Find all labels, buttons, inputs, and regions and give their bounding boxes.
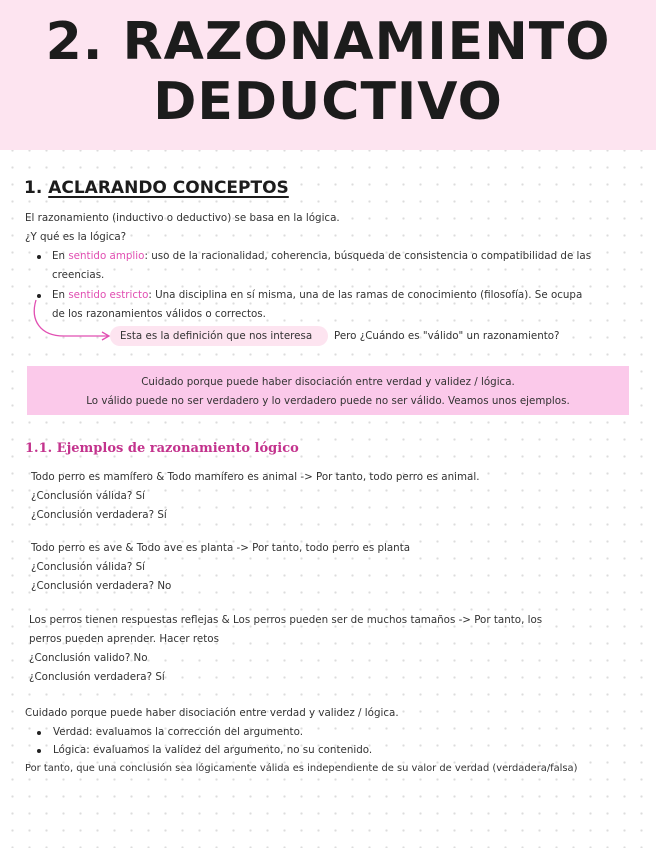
bullet-prefix: En	[52, 289, 69, 301]
header-banner	[0, 0, 656, 150]
closing-conclusion: Por tanto, que una conclusión sea lógicamente válida es independiente de su valor de verdad (verdadera/falsa)	[25, 763, 578, 774]
section-heading	[24, 178, 289, 198]
bullet-sentido-estricto	[52, 288, 582, 302]
callout-line1: Cuidado porque puede haber disociación entre verdad y validez / lógica.	[141, 376, 515, 388]
example3-premise: Los perros tienen respuestas reflejas & Los perros pueden ser de muchos tamaños -> Por tanto, los	[29, 614, 543, 626]
bullet-prefix: En	[52, 250, 69, 262]
keyword-sentido-amplio: sentido amplio	[68, 250, 145, 262]
closing-bullet-verdad: Verdad: evaluamos la corrección del argumento.	[53, 726, 303, 738]
intro-line: El razonamiento (inductivo o deductivo) se basa en la lógica.	[25, 212, 340, 224]
bullet-continuation: de los razonamientos válidos o correctos.	[52, 308, 266, 320]
closing-bullet-logica: Lógica: evaluamos la validez del argumento, no su contenido.	[53, 744, 373, 756]
bullet-sentido-amplio	[52, 249, 591, 263]
example2-validity: ¿Conclusión válida? Sí	[31, 561, 145, 573]
bullet-dot	[37, 731, 41, 735]
example1-truth: ¿Conclusión verdadera? Sí	[31, 509, 167, 521]
callout-line2: Lo válido puede no ser verdadero y lo verdadero puede no ser válido. Veamos unos ejemplos.	[86, 395, 570, 407]
bullet-continuation: creencias.	[52, 269, 105, 281]
example3-validity: ¿Conclusión valido? No	[29, 652, 148, 664]
bullet-dot	[37, 255, 41, 259]
example1-validity: ¿Conclusión válida? Sí	[31, 490, 145, 502]
bullet-dot	[37, 749, 41, 753]
bullet-text: : Una disciplina en sí misma, una de las ramas de conocimiento (filosofía). Se ocupa	[148, 289, 583, 301]
callout-box	[27, 366, 629, 415]
question-line: ¿Y qué es la lógica?	[25, 231, 127, 243]
curved-arrow-icon	[30, 298, 114, 346]
section-number: 1.	[24, 178, 43, 198]
keyword-sentido-estricto: sentido estricto	[68, 289, 149, 301]
subsection-title: 1.1. Ejemplos de razonamiento lógico	[25, 441, 299, 456]
page-title-line1: 2. RAZONAMIENTO	[45, 12, 611, 72]
example1-premise: Todo perro es mamífero & Todo mamífero es animal -> Por tanto, todo perro es animal.	[31, 471, 480, 483]
example3-premise-continuation: perros pueden aprender. Hacer retos	[29, 633, 219, 645]
example2-truth: ¿Conclusión verdadera? No	[31, 580, 172, 592]
definition-note: Esta es la definición que nos interesa	[120, 330, 313, 342]
bullet-text: : uso de la racionalidad, coherencia, búsqueda de consistencia o compatibilidad de las	[144, 250, 592, 262]
example2-premise: Todo perro es ave & Todo ave es planta -> Por tanto, todo perro es planta	[31, 542, 411, 554]
section-title: ACLARANDO CONCEPTOS	[48, 178, 289, 198]
validity-question: Pero ¿Cuándo es "válido" un razonamiento?	[334, 330, 560, 342]
page-title-line2: DEDUCTIVO	[153, 72, 503, 132]
example3-truth: ¿Conclusión verdadera? Sí	[29, 671, 165, 683]
closing-line: Cuidado porque puede haber disociación entre verdad y validez / lógica.	[25, 707, 399, 719]
